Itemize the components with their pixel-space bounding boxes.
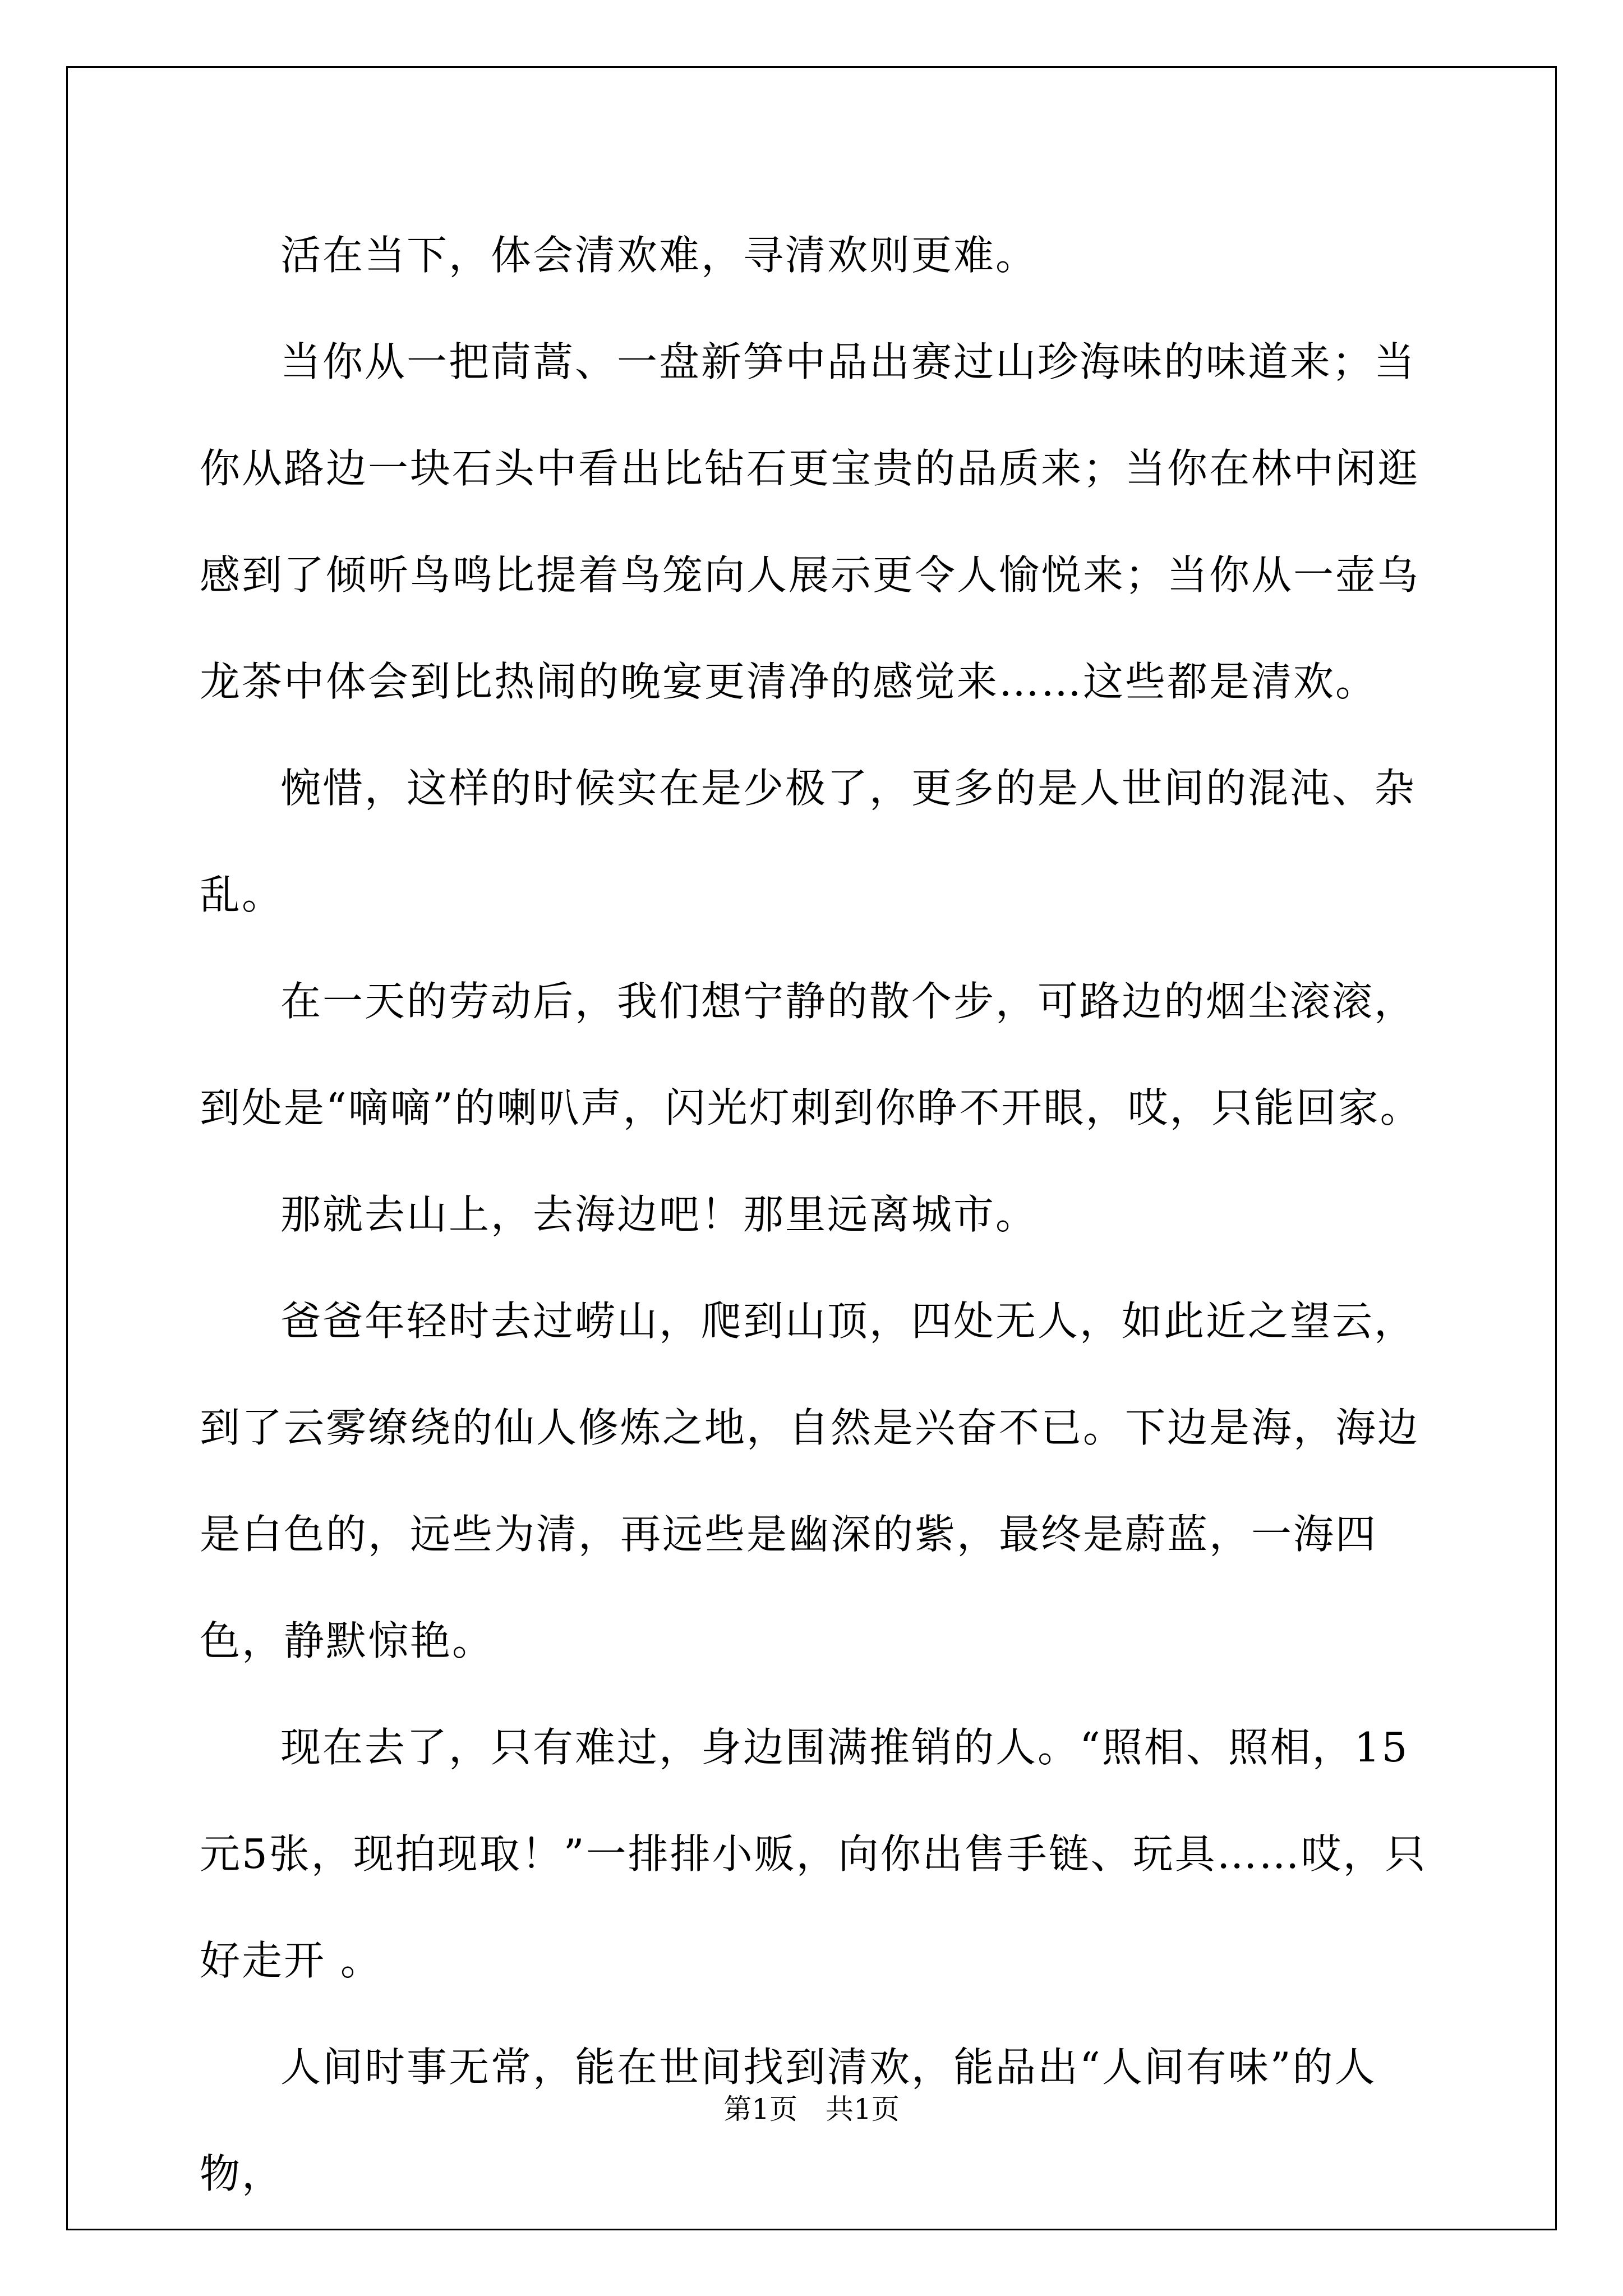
paragraph-7: 现在去了，只有难过，身边围满推销的人。“照相、照相，15元5张，现拍现取！”一排排小贩，向你出售手链、玩具……哎，只好走开 。: [200, 1724, 1427, 1984]
page-footer: [0, 2092, 1623, 2126]
paragraph-3: 惋惜，这样的时候实在是少极了，更多的是人世间的混沌、杂乱。: [200, 765, 1417, 918]
paragraph-4: 在一天的劳动后，我们想宁静的散个步，可路边的烟尘滚滚，到处是“嘀嘀”的喇叭声，闪光灯刺到你睁不开眼，哎，只能回家。: [200, 978, 1422, 1131]
page-total: 共1页: [826, 2093, 900, 2125]
paragraph-1: 活在当下，体会清欢难，寻清欢则更难。: [280, 232, 1038, 279]
page-number: 第1页: [723, 2093, 797, 2125]
paragraph-2: 当你从一把茼蒿、一盘新笋中品出赛过山珍海味的味道来；当你从路边一块石头中看出比钻石更宝贵的品质来；当你在林中闲逛感到了倾听鸟鸣比提着鸟笼向人展示更令人愉悦来；当你从一壶乌龙茶中体会到比热闹的晚宴更清净的感觉来……这些都是清欢。: [200, 338, 1420, 705]
paragraph-8: 人间时事无常，能在世间找到清欢，能品出“人间有味”的人物，: [200, 2044, 1377, 2197]
document-body: [200, 202, 1433, 2227]
paragraph-5: 那就去山上，去海边吧！那里远离城市。: [280, 1191, 1038, 1238]
paragraph-6: 爸爸年轻时去过崂山，爬到山顶，四处无人，如此近之望云，到了云雾缭绕的仙人修炼之地，自然是兴奋不已。下边是海，海边是白色的，远些为清，再远些是幽深的紫，最终是蔚蓝，一海四色，静默惊艳。: [200, 1297, 1420, 1664]
